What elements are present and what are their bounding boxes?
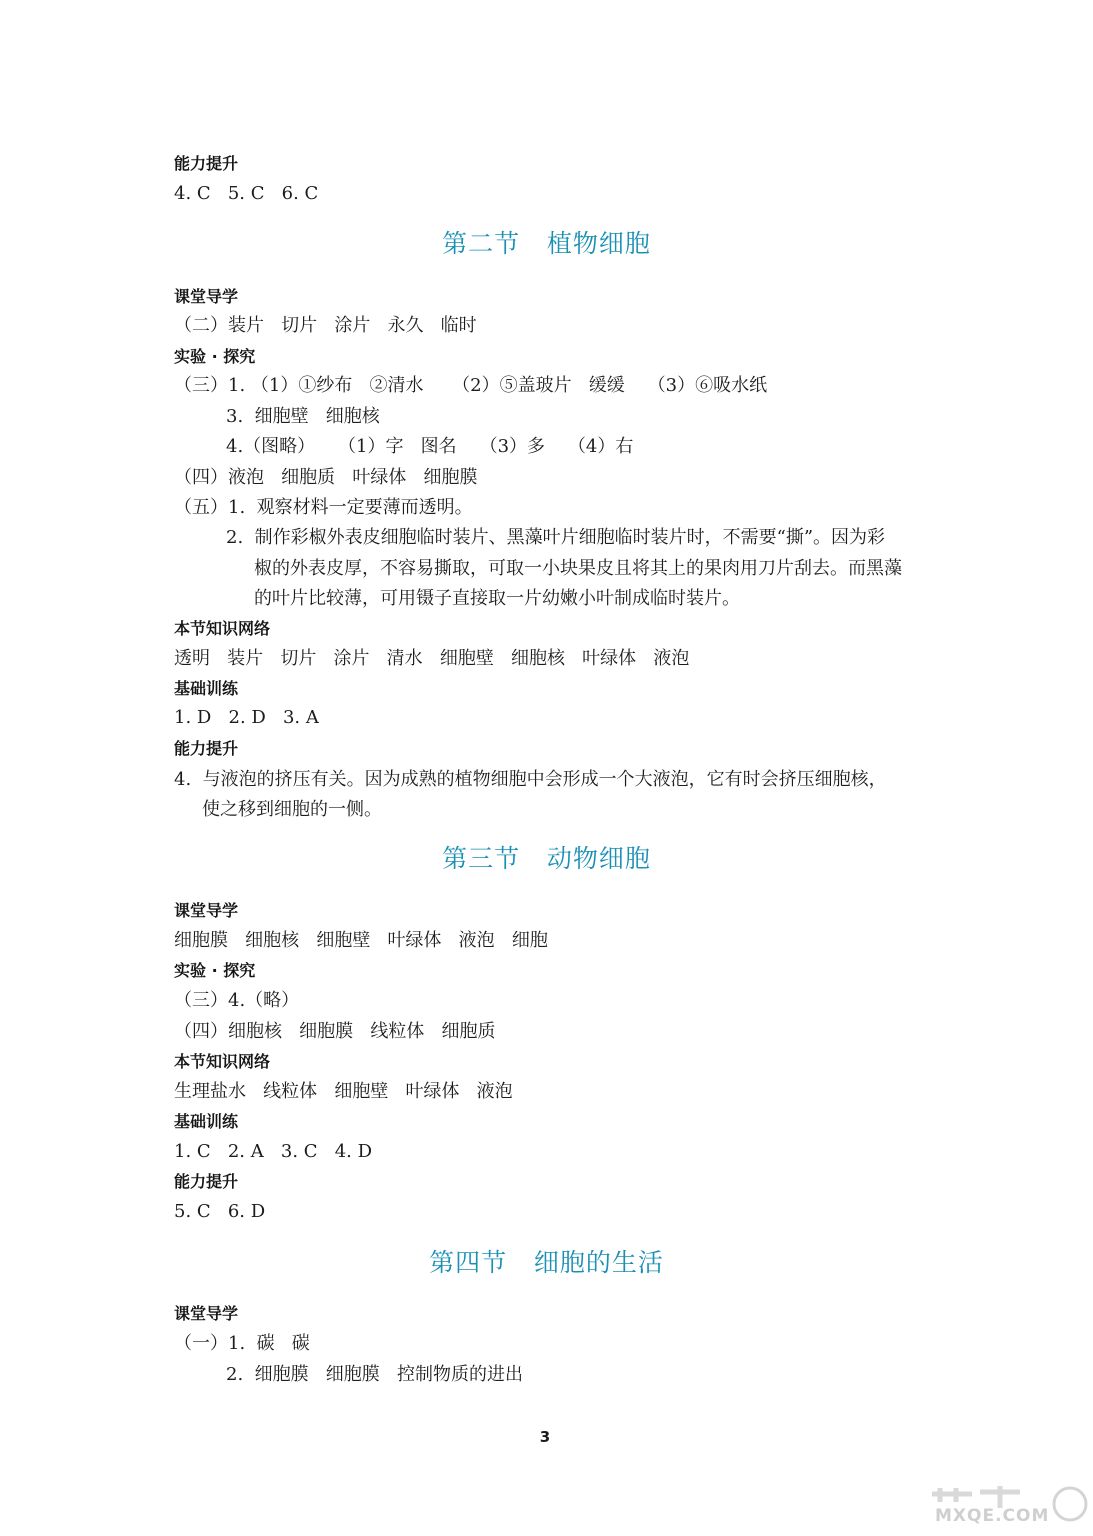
heading-network: 本节知识网络 bbox=[174, 619, 271, 638]
heading-network: 本节知识网络 bbox=[174, 1052, 271, 1071]
answer-line: （三）4.（略） bbox=[174, 990, 300, 1011]
heading-classroom: 课堂导学 bbox=[174, 1304, 239, 1323]
heading-classroom: 课堂导学 bbox=[174, 901, 239, 920]
answer-line: 1. D 2. D 3. A bbox=[174, 707, 319, 728]
answer-line: 3. 细胞壁 细胞核 bbox=[226, 406, 380, 427]
watermark-text: MXQE.COM bbox=[935, 1506, 1050, 1526]
heading-ability: 能力提升 bbox=[174, 1172, 239, 1191]
section-title: 第三节 动物细胞 bbox=[442, 844, 651, 873]
answer-paragraph-line: 使之移到细胞的一侧。 bbox=[202, 799, 382, 820]
answer-line: （四）细胞核 细胞膜 线粒体 细胞质 bbox=[174, 1021, 496, 1042]
answer-line: 生理盐水 线粒体 细胞壁 叶绿体 液泡 bbox=[174, 1081, 513, 1102]
answer-line: 细胞膜 细胞核 细胞壁 叶绿体 液泡 细胞 bbox=[174, 930, 548, 951]
answer-line: （三）1. （1）①纱布 ②清水 （2）⑤盖玻片 缓缓 （3）⑥吸水纸 bbox=[174, 375, 768, 396]
answer-line: 2. 细胞膜 细胞膜 控制物质的进出 bbox=[226, 1364, 523, 1385]
heading-experiment: 实验 · 探究 bbox=[174, 961, 256, 980]
answer-paragraph-line: 椒的外表皮厚，不容易撕取，可取一小块果皮且将其上的果肉用刀片刮去。而黑藻 bbox=[254, 558, 902, 579]
page-number: 3 bbox=[539, 1428, 551, 1446]
heading-experiment: 实验 · 探究 bbox=[174, 347, 256, 366]
answer-line: 透明 装片 切片 涂片 清水 细胞壁 细胞核 叶绿体 液泡 bbox=[174, 648, 690, 669]
answer-line: 1. C 2. A 3. C 4. D bbox=[174, 1141, 373, 1162]
heading-ability: 能力提升 bbox=[174, 154, 239, 173]
heading-ability: 能力提升 bbox=[174, 739, 239, 758]
answer-paragraph-line: 4. 与液泡的挤压有关。因为成熟的植物细胞中会形成一个大液泡，它有时会挤压细胞核， bbox=[174, 769, 887, 790]
heading-classroom: 课堂导学 bbox=[174, 287, 239, 306]
answer-line: （一）1. 碳 碳 bbox=[174, 1333, 310, 1354]
answer-paragraph-line: 2. 制作彩椒外表皮细胞临时装片、黑藻叶片细胞临时装片时，不需要“撕”。因为彩 bbox=[226, 527, 886, 548]
answer-paragraph-line: 的叶片比较薄，可用镊子直接取一片幼嫩小叶制成临时装片。 bbox=[254, 588, 740, 609]
answer-line: （二）装片 切片 涂片 永久 临时 bbox=[174, 315, 477, 336]
answer-line: （五）1. 观察材料一定要薄而透明。 bbox=[174, 497, 473, 518]
heading-basic: 基础训练 bbox=[174, 1112, 239, 1131]
heading-basic: 基础训练 bbox=[174, 679, 239, 698]
answers-line: 4. C 5. C 6. C bbox=[174, 183, 319, 204]
answer-line: 4.（图略） （1）字 图名 （3）多 （4）右 bbox=[226, 436, 634, 457]
answer-line: （四）液泡 细胞质 叶绿体 细胞膜 bbox=[174, 467, 478, 488]
answer-line: 5. C 6. D bbox=[174, 1201, 266, 1222]
section-title: 第四节 细胞的生活 bbox=[429, 1248, 664, 1277]
section-title: 第二节 植物细胞 bbox=[442, 229, 651, 258]
